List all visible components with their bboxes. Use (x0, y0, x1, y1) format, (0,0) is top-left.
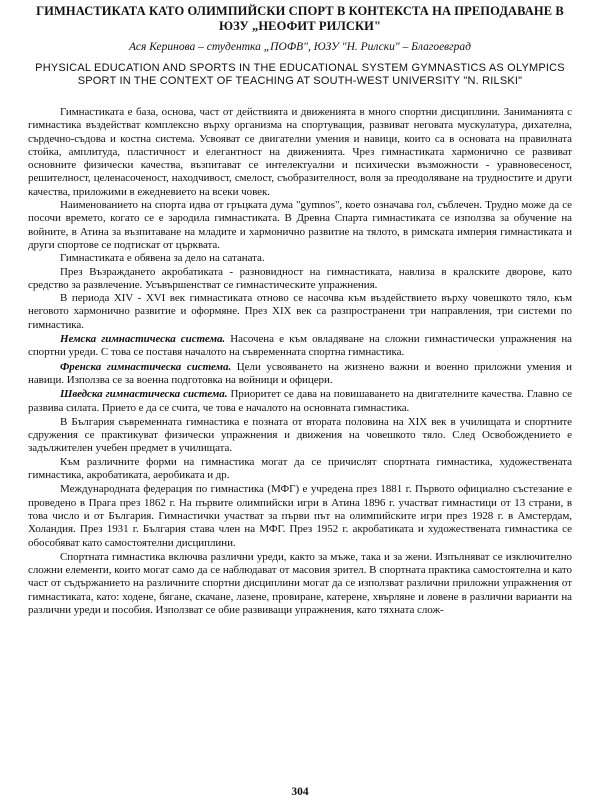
swedish-system-text: Приоритет се дава на повишаването на двигателните качества. Главно се развива силата. Прието е да се счита, че това е началото на основната гимнастика. (28, 388, 573, 414)
paragraph-5: В периода XIV - XVI век гимнастиката отново се насочва към въздействието върху човешкото тяло, към неговото хармонично развитие и оформяне. През XIX век са разпространени три направления, три системи по гимнастика. (28, 292, 572, 331)
paragraph-10: Към различните форми на гимнастика могат да се причислят спортната гимнастика, художествената гимнастика, акробатиката, аеробиката и др. (28, 455, 572, 482)
french-system-text: Цели усвояването на жизнено важни и военно приложни умения и навици. Използва се за военна подготовка на войници и офицери. (28, 360, 572, 386)
author-byline: Ася Керинова – студентка „ПОФВ", ЮЗУ "Н. Рилски" – Благоевград (129, 41, 471, 53)
german-system-heading: Немска гимнастическа система. (60, 333, 226, 346)
paragraph-1: Гимнастиката е база, основа, част от действията и движенията в много спортни дисциплини. Заниманията с гимнастика въздействат комплексно върху организма на спортуващия, развиват неговата мускулатура, дихателна, сърдечно-съдова и костна система. Усвояват се двигателни умения и навици, които са в основата на правилната стойка, амплитуда, пластичност и елегантност на движенията. Чрез гимнастиката хармонично се развиват основните физически качества, възпитават се интелектуални и психически възможности - уравновесеност, решителност, целенасоченост, находчивост, смелост, съобразителност, воля за преодоляване на трудностите и други качества, приложими в ежедневието на всеки човек. (28, 106, 572, 198)
swedish-system-heading: Шведска гимнастическа система. (60, 388, 228, 401)
german-system-text: Насочена е към овладяване на сложни гимнастически упражнения на спортни уреди. С това се поставя началото на съвременната спортна гимнастика. (28, 333, 572, 359)
paragraph-3: Гимнастиката е обявена за дело на сатаната. (60, 252, 265, 265)
paragraph-4: През Възраждането акробатиката - разновидност на гимнастиката, навлиза в кралските дворове, като средство за развлечение. Усъвършенстват се гимнастическите упражнения. (28, 265, 572, 291)
paragraph-9: В България съвременната гимнастика е позната от втората половина на XIX век в училищата и спортните сдружения се практикуват физически упражнения и движения на човешкото тяло. След Освобождението е задължителен учебен предмет в училищата. (28, 415, 572, 455)
paragraph-11: Международната федерация по гимнастика (МФГ) е учредена през 1881 г. Първото официално състезание е проведено в Прага през 1862 г. На първите олимпийски игри в Атина 1896 г. участват гимнастици от 13 страни, в това число и от България. Гимнастички участват за първи път на олимпийските игри през 1928 г. в Амстердам, Холандия. През 1931 г. България става член на МФГ. През 1952 г. акробатиката и художествената гимнастика се обособяват като самостоятелни дисциплини. (28, 483, 572, 549)
french-system-heading: Френска гимнастическа система. (60, 360, 232, 373)
article-title-en: PHYSICAL EDUCATION AND SPORTS IN THE EDUCATIONAL SYSTEM GYMNASTICS AS OLYMPICS SPORT IN THE CONTEXT OF TEACHING AT SOUTH-WEST UNIVERSITY "N. RILSKI" (35, 62, 565, 87)
paragraph-french-system (28, 361, 572, 388)
article-body (28, 106, 572, 617)
paragraph-german-system (28, 333, 572, 360)
paragraph-2: Наименованието на спорта идва от гръцката дума "gymnos", което означава гол, съблечен. Трудно може да се посочи времето, когато се е зародила гимнастиката. В Древна Спарта гимнастиката се използва за обучение на войните, в Атина за възпитаване на младите и хармонично развитие на тялото, в римската империя гимнастиката и други спортове се подтискат от църквата. (28, 199, 572, 251)
paragraph-12: Спортната гимнастика включва различни уреди, както за мъже, така и за жени. Изпълняват се изключително сложни елементи, които могат само да се наблюдават от масовия зрител. В спортната практика самостоятелна и като част от съдържанието на различните спортни дисциплини могат да се използват различни приложни упражнения от гимнастиката, като: ходене, бягане, скачане, лазене, провиране, катерене, хвърляне и ловене в различни варианти на различни уреди и пособия. Използват се обие развиващи упражнения, като тяхната слож- (28, 550, 572, 616)
page-number: 304 (291, 786, 309, 798)
article-title-bg: ГИМНАСТИКАТА КАТО ОЛИМПИЙСКИ СПОРТ В КОНТЕКСТА НА ПРЕПОДАВАНЕ В ЮЗУ „НЕОФИТ РИЛСКИ" (36, 4, 564, 33)
paragraph-swedish-system (28, 388, 572, 415)
